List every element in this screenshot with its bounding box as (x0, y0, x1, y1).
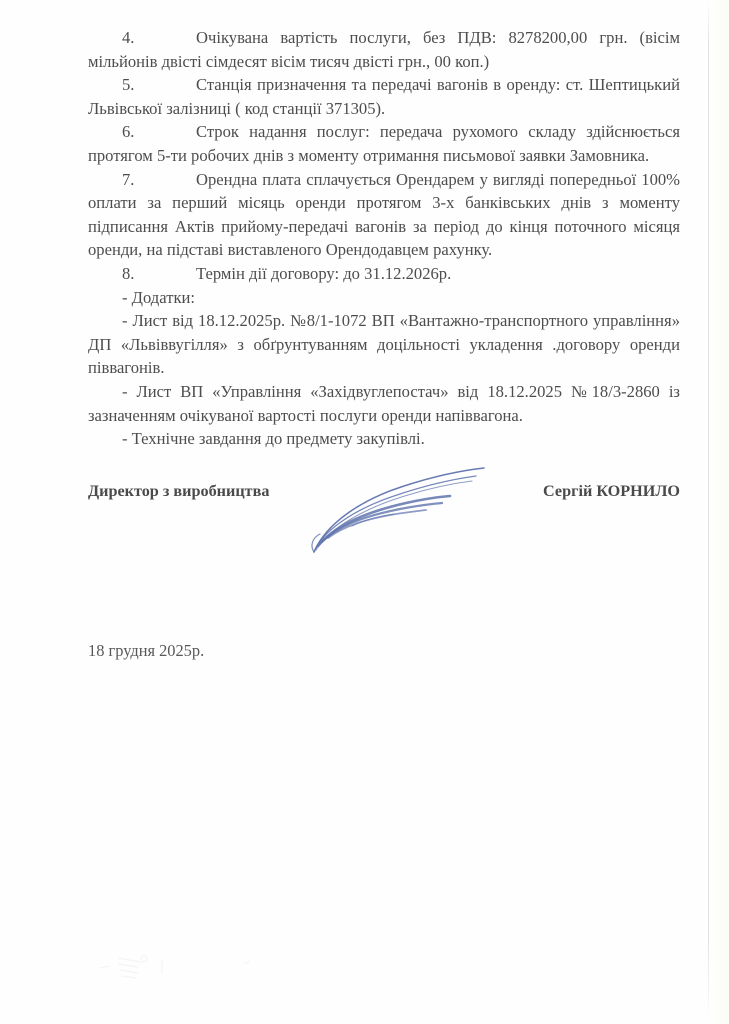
signatory-title: Директор з виробництва (88, 482, 270, 500)
scanner-smudge (92, 950, 302, 984)
handwritten-signature-icon (308, 466, 498, 558)
signatory-name: Сергій КОРНИЛО (543, 482, 680, 500)
clause-6 (88, 120, 680, 167)
clause-8-text: Термін дії договору: до 31.12.2026р. (196, 263, 452, 283)
clause-6-text: Строк надання послуг: передача рухомого складу здійснюється протягом 5-ти робочих днів з моменту отримання письмової заявки Замовника. (88, 122, 680, 165)
attachment-item-2: - Лист ВП «Управління «Західвуглепостач» від 18.12.2025 №18/3-2860 із зазначенням очікуваної вартості послуги оренди напіввагона. (88, 381, 680, 425)
clause-7-text: Орендна плата сплачується Орендарем у вигляді попередньої 100% оплати за перший місяць оренди протягом 3-х банківських днів з моменту підписання Актів прийому-передачі вагонів за період до кінця поточного місяця оренди, на підставі виставленого Орендодавцем рахунку. (88, 169, 680, 260)
attachments-heading: - Додатки: (122, 287, 195, 307)
clause-4 (88, 26, 680, 73)
scan-edge-tint (709, 0, 729, 1024)
clause-5-number: 5. (122, 75, 135, 95)
attachment-item-1: - Лист від 18.12.2025р. №8/1-1072 ВП «Вантажно-транспортного управління» ДП «Львіввугілля» з обґрунтуванням доцільності укладення .договору оренди піввагонів. (88, 311, 680, 378)
clause-6-number: 6. (122, 122, 135, 142)
clause-4-text: Очікувана вартість послуги, без ПДВ: 8278200,00 грн. (вісім мільйонів двісті сімдесят вісім тисяч двісті грн., 00 коп.) (88, 28, 680, 71)
clause-7 (88, 168, 680, 262)
clause-8-number: 8. (122, 263, 135, 283)
attachment-item-3: - Технічне завдання до предмету закупівлі. (122, 429, 425, 449)
document-body (88, 26, 680, 451)
clause-8 (88, 262, 680, 286)
document-date: 18 грудня 2025р. (88, 641, 205, 660)
clause-5 (88, 73, 680, 120)
clause-7-number: 7. (122, 169, 135, 189)
clause-4-number: 4. (122, 28, 135, 47)
scan-seam-line (708, 0, 709, 1024)
signature-row (88, 482, 680, 508)
clause-5-text: Станція призначення та передачі вагонів в оренду: ст. Шептицький Львівської залізниці ( код станції 371305). (88, 75, 680, 118)
